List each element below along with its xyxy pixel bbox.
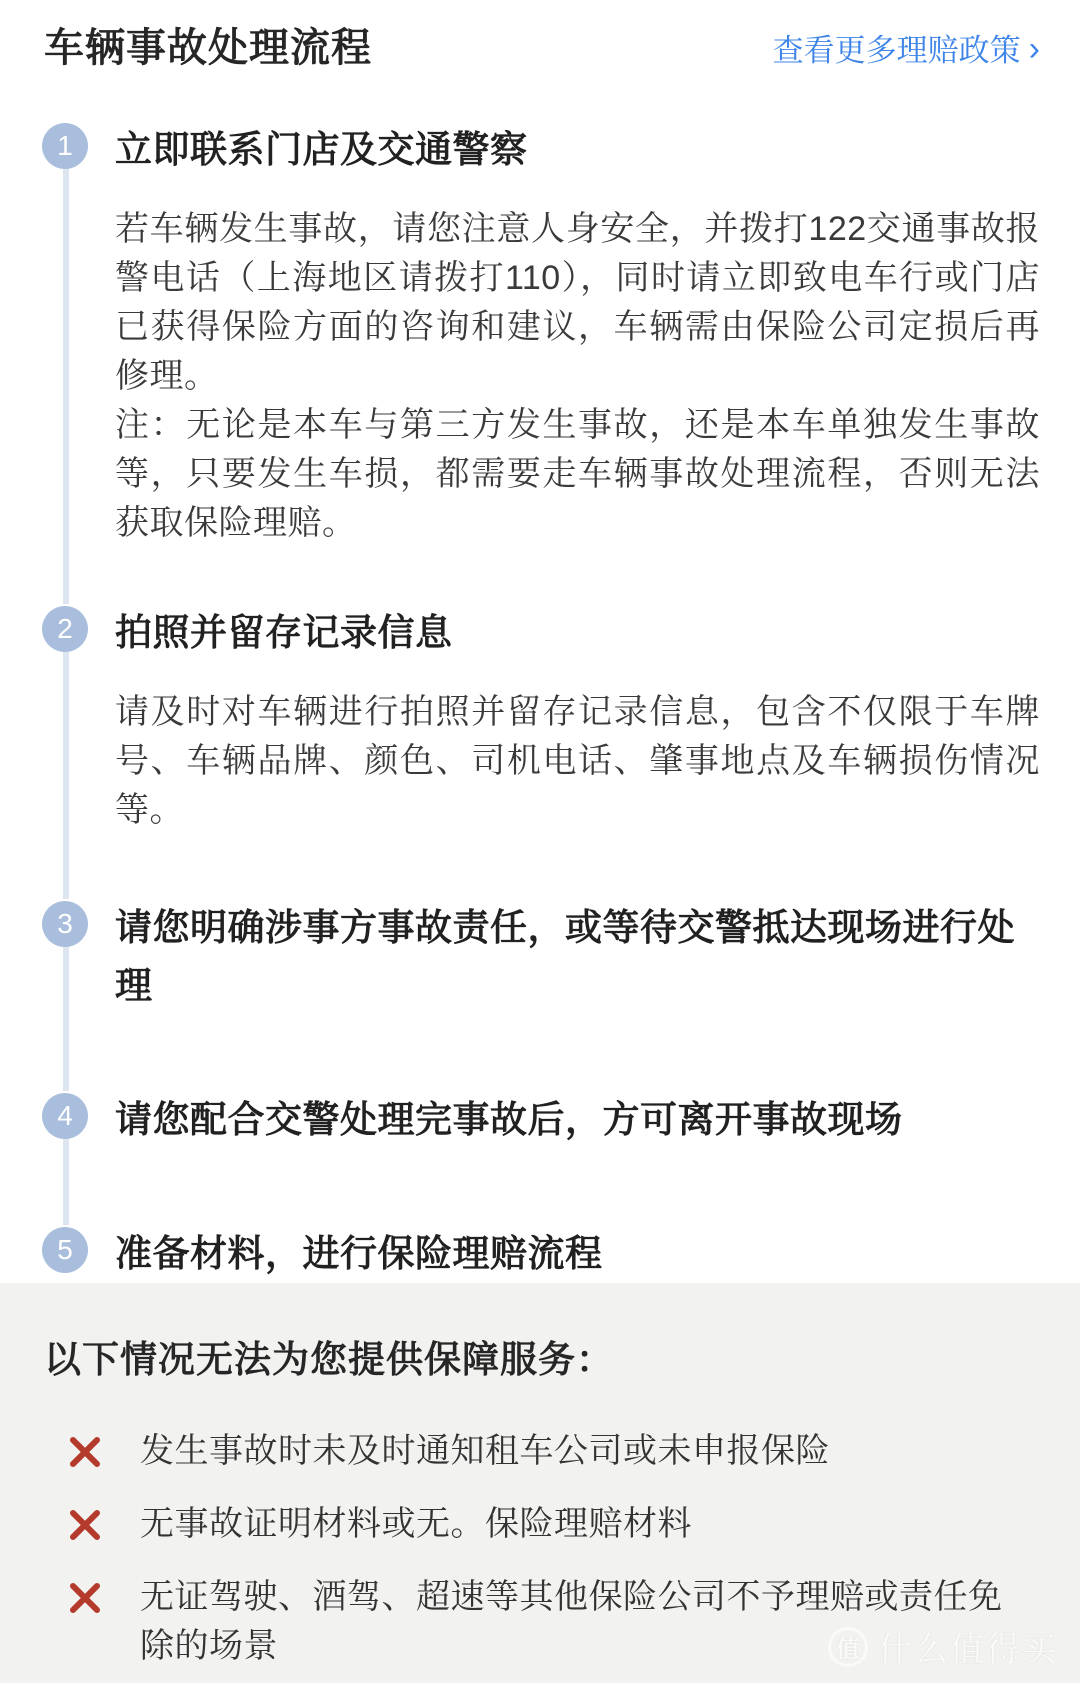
more-policies-link-label: 查看更多理赔政策 [772, 33, 1021, 68]
more-policies-link[interactable] [773, 25, 1040, 70]
step-content [115, 1225, 1040, 1283]
step-content [115, 121, 1040, 548]
x-mark-icon [68, 1508, 102, 1542]
step-note-text: 注：无论是本车与第三方发生事故，还是本车单独发生事故等，只要发生车损，都需要走车辆事故处理流程，否则无法获取保险理赔。 [115, 406, 1040, 542]
step-item [42, 1091, 1040, 1225]
chevron-right-icon: › [1028, 29, 1040, 68]
watermark-text: 什么值得买 [878, 1631, 1058, 1669]
steps-list [0, 73, 1080, 1283]
step-body-text: 请及时对车辆进行拍照并留存记录信息，包含不仅限于车牌号、车辆品牌、颜色、司机电话、肇事地点及车辆损伤情况等。 [115, 693, 1040, 829]
exclusion-text: 无证驾驶、酒驾、超速等其他保险公司不予理赔或责任免除的场景 [140, 1578, 1003, 1665]
exclusion-text: 发生事故时未及时通知租车公司或未申报保险 [140, 1432, 830, 1470]
page-title: 车辆事故处理流程 [44, 26, 372, 70]
header [0, 0, 1080, 73]
step-title: 准备材料，进行保险理赔流程 [115, 1233, 603, 1274]
step-content [115, 899, 1040, 1015]
step-body [115, 205, 1040, 548]
step-title: 请您配合交警处理完事故后，方可离开事故现场 [115, 1099, 903, 1140]
exclusions-section [0, 1283, 1080, 1683]
step-badge [42, 606, 88, 652]
step-item [42, 121, 1040, 604]
step-badge [42, 123, 88, 169]
step-item [42, 899, 1040, 1091]
step-item [42, 1225, 1040, 1283]
x-mark-icon [68, 1581, 102, 1615]
smzdm-logo-icon: 值 [828, 1627, 868, 1667]
step-number: 1 [57, 130, 73, 161]
step-number: 4 [57, 1100, 73, 1131]
step-title: 立即联系门店及交通警察 [115, 129, 528, 170]
step-title: 请您明确涉事方事故责任，或等待交警抵达现场进行处理 [115, 907, 1015, 1006]
x-mark-icon [68, 1435, 102, 1469]
step-badge [42, 1093, 88, 1139]
step-item [42, 604, 1040, 899]
step-badge [42, 1227, 88, 1273]
step-body-text: 若车辆发生事故，请您注意人身安全，并拨打122交通事故报警电话（上海地区请拨打110），同时请立即致电车行或门店已获得保险方面的咨询和建议，车辆需由保险公司定损后再修理。 [115, 210, 1040, 395]
exclusion-text: 无事故证明材料或无。保险理赔材料 [140, 1505, 692, 1543]
exclusion-item [44, 1500, 1040, 1549]
step-content [115, 1091, 1040, 1149]
exclusions-title: 以下情况无法为您提供保障服务： [44, 1339, 614, 1380]
step-body [115, 688, 1040, 835]
exclusion-item [44, 1427, 1040, 1476]
step-badge [42, 901, 88, 947]
step-number: 2 [57, 613, 73, 644]
watermark [828, 1622, 1058, 1671]
step-title: 拍照并留存记录信息 [115, 612, 453, 653]
step-number: 3 [57, 908, 73, 939]
step-number: 5 [57, 1234, 73, 1265]
step-content [115, 604, 1040, 835]
